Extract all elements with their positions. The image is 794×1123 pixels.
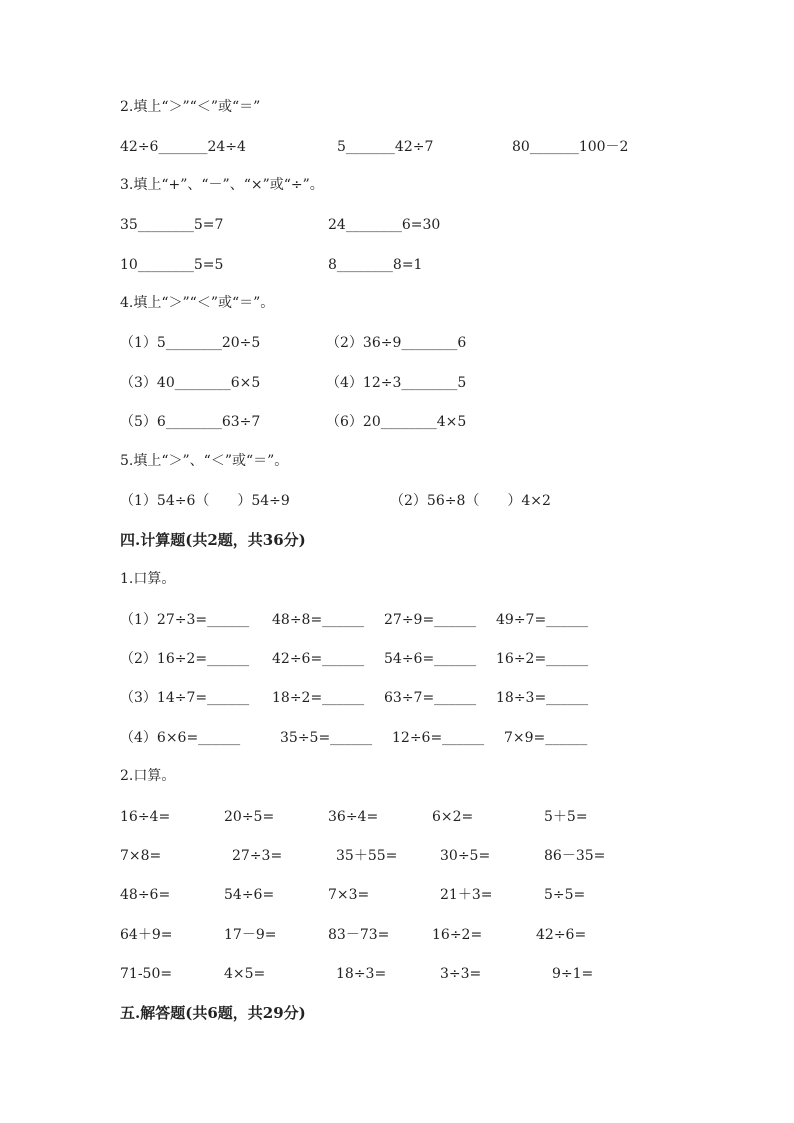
calc2-r4-c5: 42÷6= bbox=[536, 927, 587, 943]
q2-item-3: 80_______100－2 bbox=[512, 139, 629, 155]
calc2-r3-c1: 48÷6= bbox=[120, 887, 171, 903]
calc2-r1-c3: 36÷4= bbox=[328, 809, 379, 825]
q3-item-1: 35________5=7 bbox=[120, 217, 224, 233]
q3-item-4: 8________8=1 bbox=[328, 257, 423, 273]
calc2-r1-c4: 6×2= bbox=[432, 809, 474, 825]
calc2-r5-c2: 4×5= bbox=[224, 966, 266, 982]
q4-item-4: （4）12÷3________5 bbox=[326, 375, 467, 391]
q4-item-2: （2）36÷9________6 bbox=[326, 335, 467, 351]
calc2-r3-c3: 7×3= bbox=[328, 887, 370, 903]
q4-item-5: （5）6________63÷7 bbox=[120, 414, 261, 430]
calc2-title: 2.口算。 bbox=[120, 768, 176, 784]
calc2-r4-c2: 17－9= bbox=[224, 927, 277, 943]
q2-title: 2.填上“＞”“＜”或“＝” bbox=[120, 99, 261, 115]
calc1-row1-col3: 27÷9=______ bbox=[384, 612, 477, 628]
calc1-row2-col3: 54÷6=______ bbox=[384, 651, 477, 667]
calc1-row3-col2: 18÷2=______ bbox=[272, 690, 365, 706]
calc2-r4-c1: 64＋9= bbox=[120, 927, 173, 943]
calc1-row1-col1: （1）27÷3=______ bbox=[120, 612, 250, 628]
q3-item-3: 10________5=5 bbox=[120, 257, 224, 273]
calc2-r4-c4: 16÷2= bbox=[432, 927, 483, 943]
part4-heading: 四.计算题(共2题，共36分) bbox=[120, 531, 306, 549]
calc2-r2-c3: 35＋55= bbox=[336, 848, 398, 864]
calc1-row2-col1: （2）16÷2=______ bbox=[120, 651, 250, 667]
q5-title: 5.填上“＞”、“＜”或“＝”。 bbox=[120, 453, 289, 469]
q5-item-2: （2）56÷8（ ）4×2 bbox=[390, 493, 551, 509]
calc2-r1-c2: 20÷5= bbox=[224, 809, 275, 825]
calc2-r5-c1: 71-50= bbox=[120, 966, 173, 982]
calc2-r5-c3: 18÷3= bbox=[336, 966, 387, 982]
calc1-title: 1.口算。 bbox=[120, 571, 176, 587]
q4-title: 4.填上“＞”“＜”或“＝”。 bbox=[120, 295, 275, 311]
calc1-row2-col4: 16÷2=______ bbox=[496, 651, 589, 667]
q2-item-2: 5_______42÷7 bbox=[337, 139, 434, 155]
calc2-r3-c2: 54÷6= bbox=[224, 887, 275, 903]
calc1-row4-col3: 12÷6=______ bbox=[392, 730, 485, 746]
calc1-row2-col2: 42÷6=______ bbox=[272, 651, 365, 667]
calc1-row3-col4: 18÷3=______ bbox=[496, 690, 589, 706]
q2-item-1: 42÷6_______24÷4 bbox=[120, 139, 246, 155]
q5-item-1: （1）54÷6（ ）54÷9 bbox=[120, 493, 290, 509]
calc1-row1-col2: 48÷8=______ bbox=[272, 612, 365, 628]
calc1-row4-col4: 7×9=______ bbox=[504, 730, 588, 746]
calc2-r1-c5: 5＋5= bbox=[544, 809, 588, 825]
calc2-r2-c4: 30÷5= bbox=[440, 848, 491, 864]
part5-heading: 五.解答题(共6题，共29分) bbox=[120, 1004, 306, 1022]
calc2-r5-c5: 9÷1= bbox=[552, 966, 594, 982]
q3-item-2: 24________6=30 bbox=[328, 217, 441, 233]
calc2-r2-c1: 7×8= bbox=[120, 848, 162, 864]
calc1-row3-col1: （3）14÷7=______ bbox=[120, 690, 250, 706]
q3-title: 3.填上“+”、“－”、“×”或“÷”。 bbox=[120, 177, 324, 193]
calc1-row4-col1: （4）6×6=______ bbox=[120, 730, 241, 746]
calc2-r1-c1: 16÷4= bbox=[120, 809, 171, 825]
calc2-r2-c2: 27÷3= bbox=[232, 848, 283, 864]
calc1-row3-col3: 63÷7=______ bbox=[384, 690, 477, 706]
calc2-r3-c5: 5÷5= bbox=[544, 887, 586, 903]
calc1-row1-col4: 49÷7=______ bbox=[496, 612, 589, 628]
calc2-r3-c4: 21＋3= bbox=[440, 887, 493, 903]
calc2-r4-c3: 83－73= bbox=[328, 927, 390, 943]
q4-item-1: （1）5________20÷5 bbox=[120, 335, 261, 351]
q4-item-3: （3）40________6×5 bbox=[120, 375, 261, 391]
calc2-r2-c5: 86－35= bbox=[544, 848, 606, 864]
q4-item-6: （6）20________4×5 bbox=[326, 414, 467, 430]
calc2-r5-c4: 3÷3= bbox=[440, 966, 482, 982]
calc1-row4-col2: 35÷5=______ bbox=[280, 730, 373, 746]
